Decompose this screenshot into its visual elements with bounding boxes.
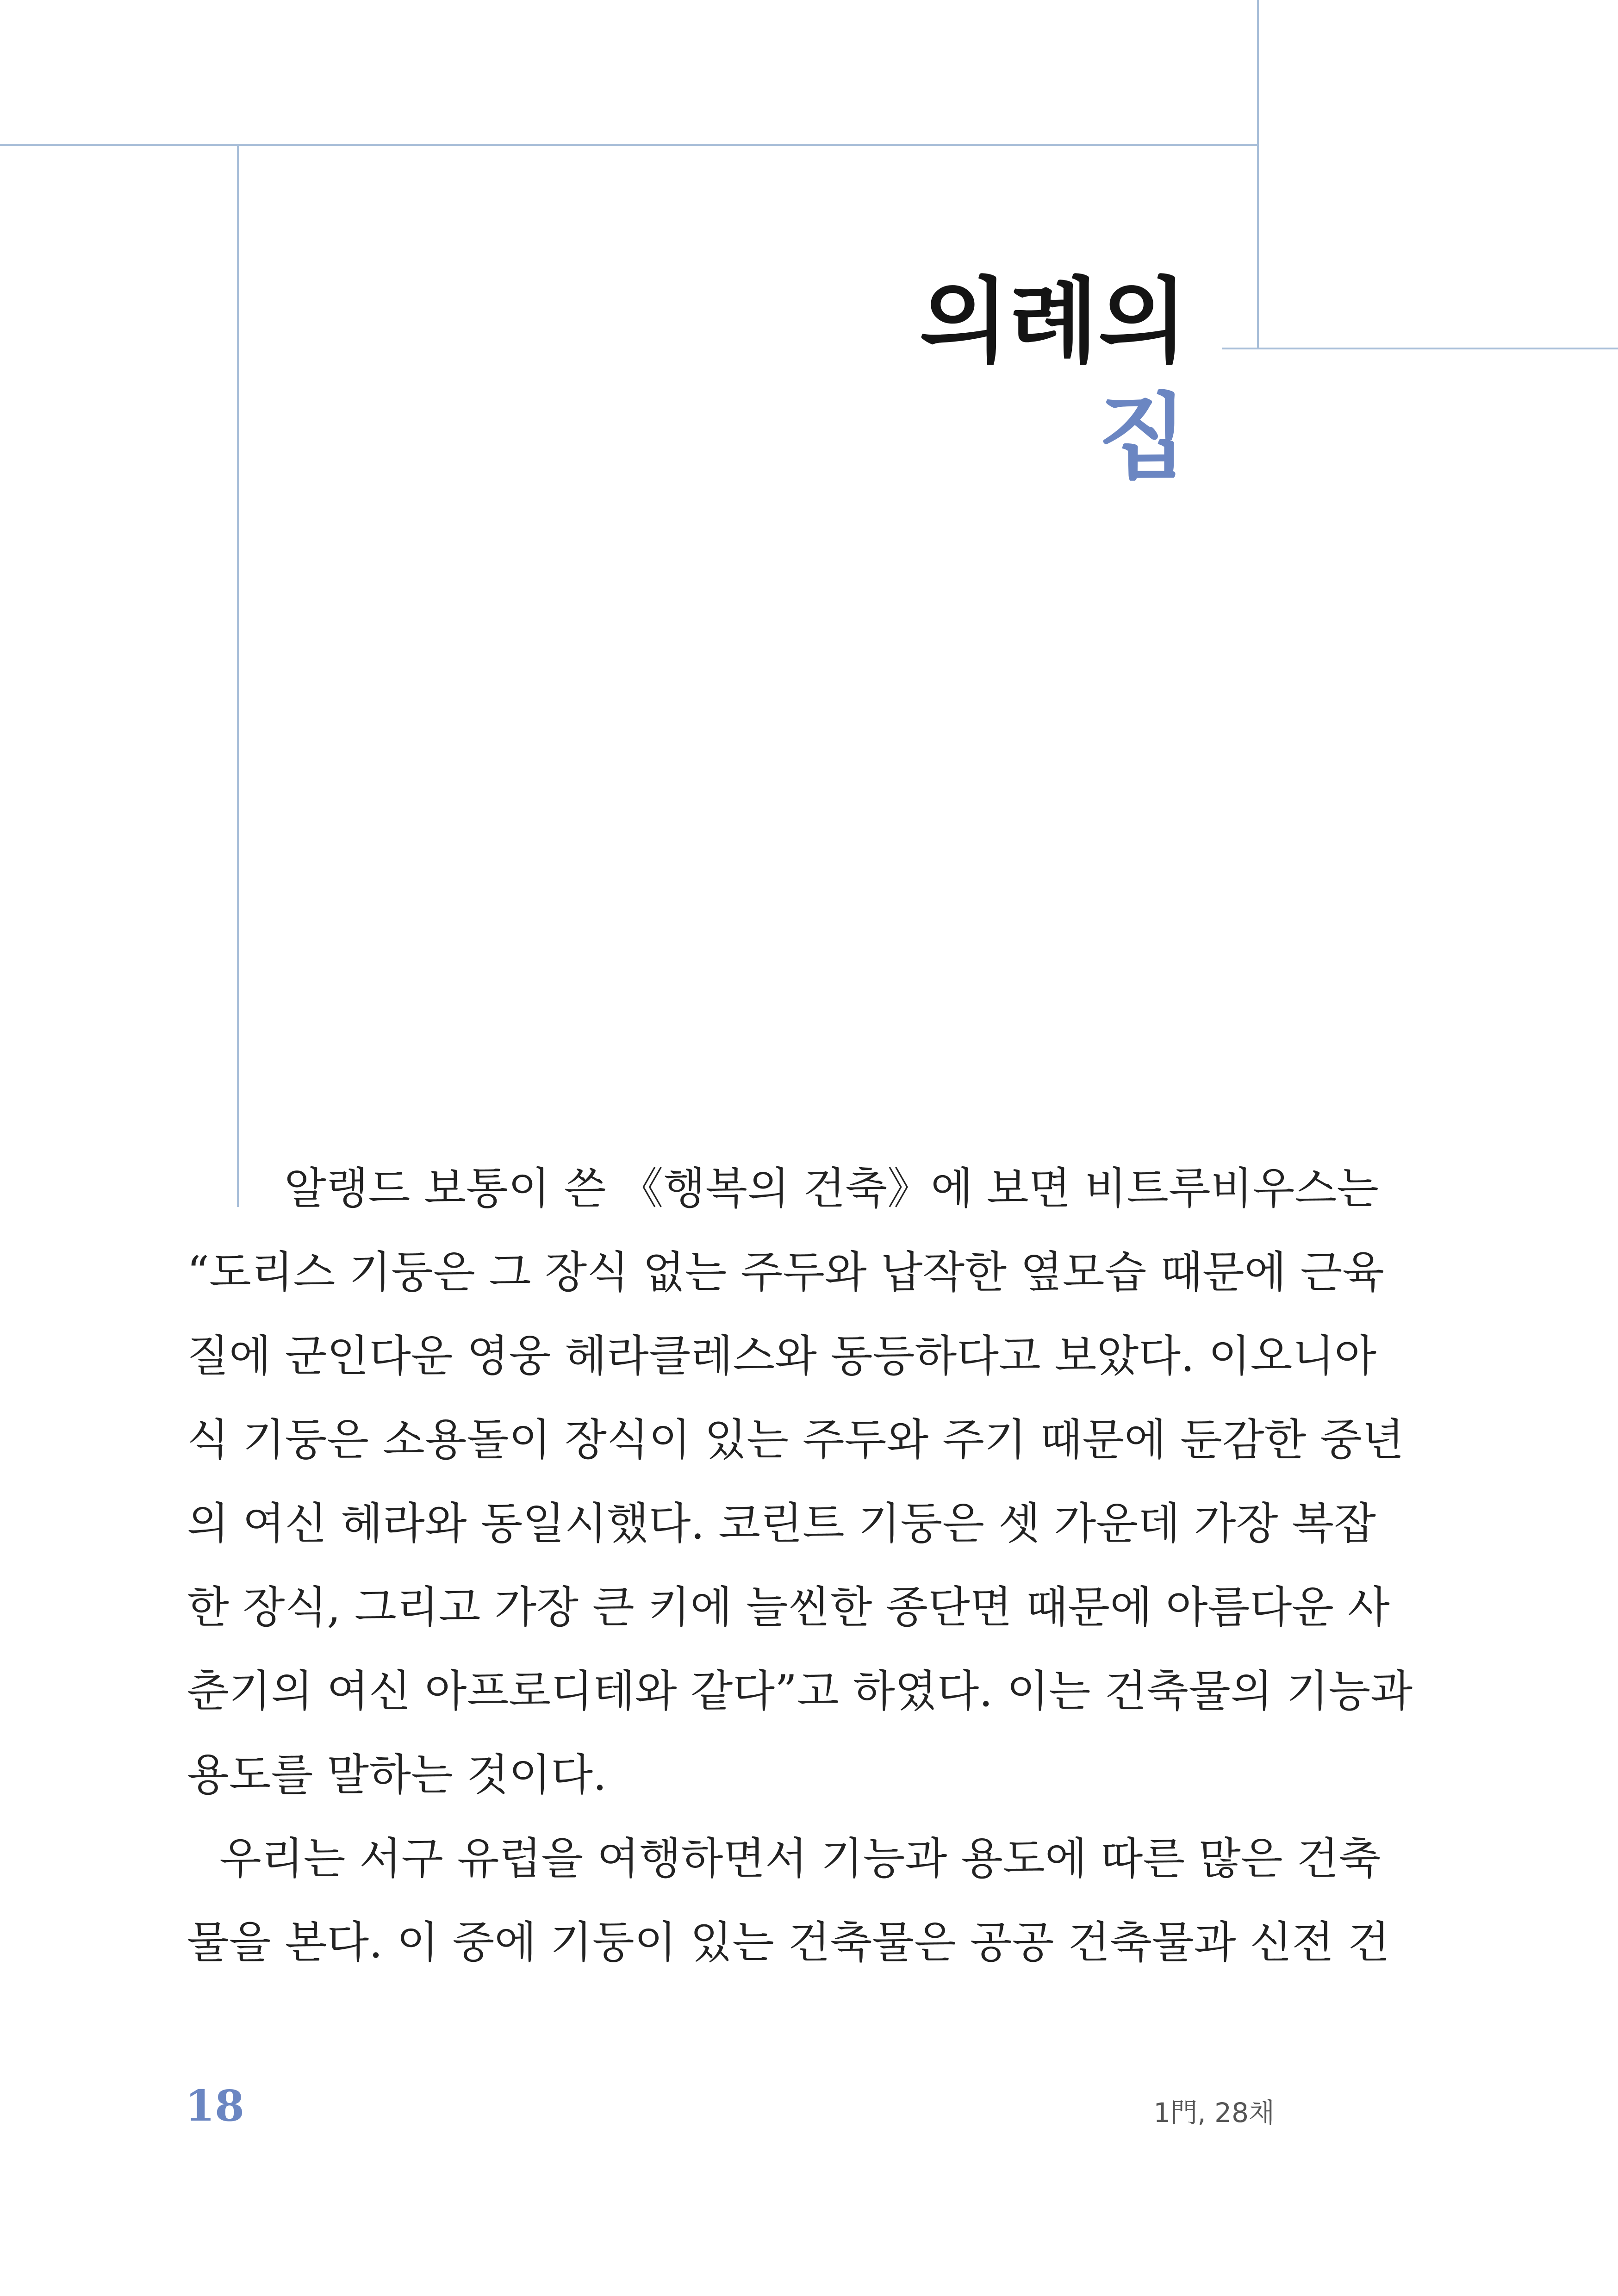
right-vertical-rule (1257, 0, 1259, 349)
body-line: 물을 본다. 이 중에 기둥이 있는 건축물은 공공 건축물과 신전 건 (187, 1917, 1390, 1968)
chapter-title-line2: 집 (1098, 383, 1188, 492)
body-line: 용도를 말하는 것이다. (187, 1750, 607, 1800)
body-line: 춘기의 여신 아프로디테와 같다”고 하였다. 이는 건축물의 기능과 (187, 1666, 1413, 1717)
chapter-title (919, 264, 1188, 495)
top-horizontal-rule (0, 144, 1259, 146)
body-line: 질에 군인다운 영웅 헤라클레스와 동등하다고 보았다. 이오니아 (187, 1331, 1377, 1381)
body-line: 우리는 서구 유럽을 여행하면서 기능과 용도에 따른 많은 건축 (219, 1834, 1381, 1884)
body-text (187, 1147, 1413, 1985)
body-line: 한 장식, 그리고 가장 큰 키에 늘씬한 종단면 때문에 아름다운 사 (187, 1582, 1390, 1633)
body-line: 식 기둥은 소용돌이 장식이 있는 주두와 주기 때문에 둔감한 중년 (187, 1415, 1404, 1465)
running-head: 1門, 28채 (1153, 2097, 1275, 2128)
right-horizontal-rule (1222, 348, 1618, 349)
chapter-title-line1: 의례의 (919, 267, 1188, 376)
body-line: 알랭드 보통이 쓴 《행복의 건축》에 보면 비트루비우스는 (284, 1164, 1379, 1214)
body-line: 의 여신 헤라와 동일시했다. 코린트 기둥은 셋 가운데 가장 복잡 (187, 1499, 1376, 1549)
page-number: 18 (185, 2081, 245, 2131)
body-line: “도리스 기둥은 그 장식 없는 주두와 납작한 옆모습 때문에 근육 (187, 1247, 1385, 1298)
left-vertical-rule (237, 144, 239, 1207)
